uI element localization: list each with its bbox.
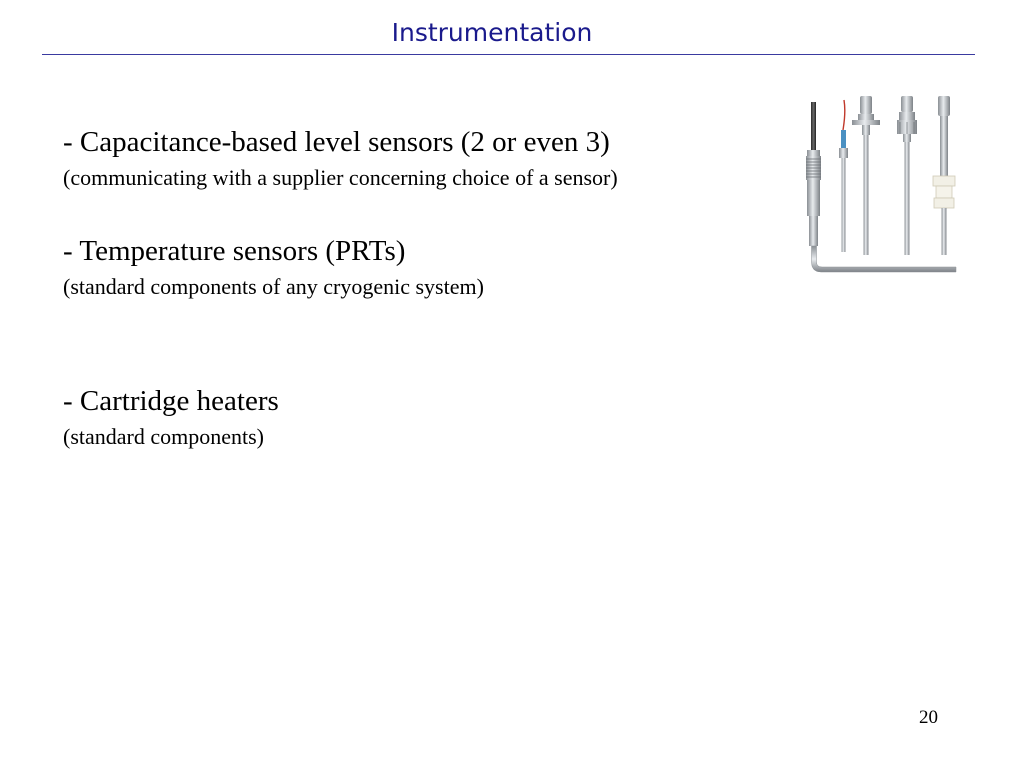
sensor-probes-photo bbox=[800, 92, 960, 280]
title-divider bbox=[42, 54, 975, 55]
bullet-cartridge-heaters: - Cartridge heaters bbox=[63, 385, 279, 417]
probe-hex-icon bbox=[897, 96, 917, 255]
probe-white-fitting-icon bbox=[933, 96, 955, 255]
slide-title: Instrumentation bbox=[391, 18, 593, 47]
probe-thin-icon bbox=[839, 100, 848, 252]
note-cartridge-heaters: (standard components) bbox=[63, 424, 264, 449]
probe-bent-icon bbox=[806, 102, 956, 272]
bullet-level-sensors: - Capacitance-based level sensors (2 or even 3) bbox=[63, 126, 610, 158]
bullet-temperature-sensors: - Temperature sensors (PRTs) bbox=[63, 235, 406, 267]
probe-flange-icon bbox=[852, 96, 880, 255]
note-level-sensors: (communicating with a supplier concerning choice of a sensor) bbox=[63, 165, 618, 190]
note-temperature-sensors: (standard components of any cryogenic system) bbox=[63, 274, 484, 299]
page-number: 20 bbox=[919, 707, 938, 728]
